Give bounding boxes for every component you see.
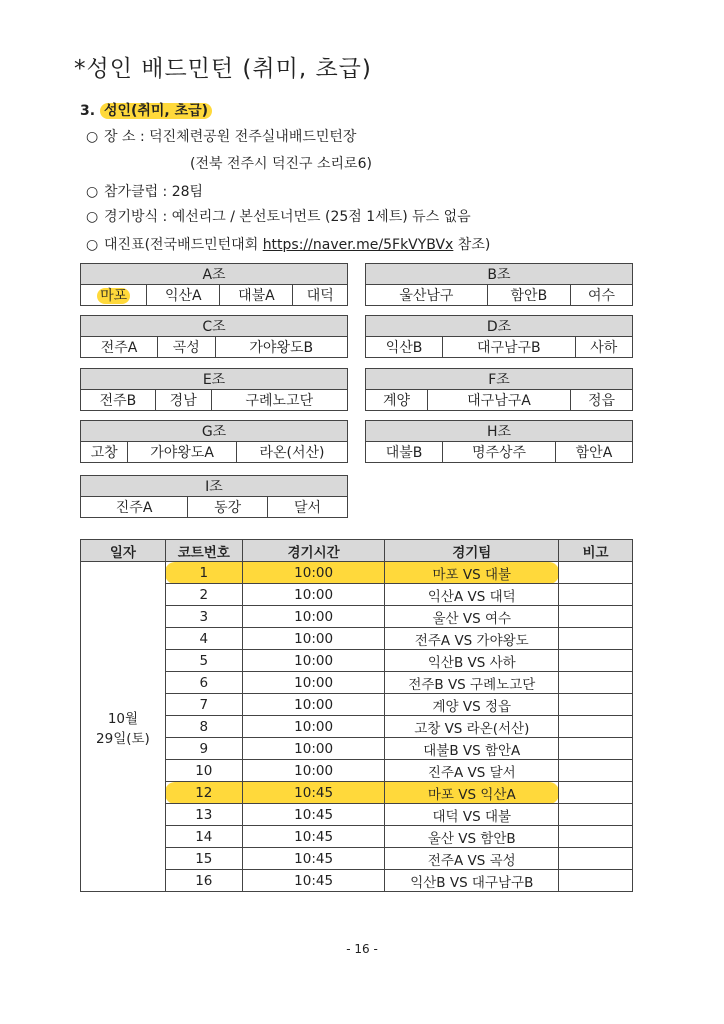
group-team: 대구남구A (467, 393, 531, 409)
match-teams: 대불B VS 함안A (385, 738, 559, 760)
match-teams: 울산 VS 여수 (385, 606, 559, 628)
group-team: 고창 (90, 445, 118, 461)
date-month: 10월 (107, 710, 139, 727)
group-header-row (81, 316, 348, 337)
date-day: 29일(토) (96, 730, 150, 747)
group-table-4 (80, 368, 348, 411)
group-table-2 (80, 315, 348, 358)
info-value: (전북 전주시 덕진구 소리로6) (190, 156, 372, 172)
group-header-row (366, 369, 633, 390)
group-table-8 (80, 475, 348, 518)
group-table-6 (80, 420, 348, 463)
info-label: 참가클럽 : (104, 184, 168, 200)
group-team: 울산남구 (399, 288, 454, 304)
group-teams-row (81, 497, 348, 518)
group-team-cell (81, 285, 147, 306)
group-table-0 (80, 263, 348, 306)
match-time: 10:00 (242, 562, 385, 584)
group-team-cell (147, 285, 220, 306)
group-team: 함안A (575, 445, 613, 461)
group-team: 가야왕도B (249, 340, 314, 356)
group-team-cell (443, 442, 556, 463)
circle-bullet-icon: ○ (86, 209, 99, 225)
group-table-5 (365, 368, 633, 411)
schedule-row (81, 562, 633, 584)
match-time: 10:00 (242, 672, 385, 694)
match-time: 10:00 (242, 606, 385, 628)
group-team: 경남 (169, 393, 197, 409)
info-line (86, 183, 203, 201)
group-team: 계양 (382, 393, 411, 409)
court-number: 7 (165, 694, 242, 716)
group-team-cell (81, 337, 158, 358)
group-team-cell (188, 497, 268, 518)
group-teams-row (366, 337, 633, 358)
match-note (559, 804, 633, 826)
info-line (190, 155, 372, 173)
group-name: B조 (366, 264, 633, 285)
court-number: 3 (165, 606, 242, 628)
court-number: 8 (165, 716, 242, 738)
match-note (559, 606, 633, 628)
info-value: 28팀 (171, 184, 204, 200)
match-teams: 계양 VS 정읍 (385, 694, 559, 716)
page-number: - 16 - (346, 942, 378, 956)
match-teams: 익산B VS 대구남구B (385, 870, 559, 892)
schedule-header-row (81, 540, 633, 562)
match-teams: 전주A VS 가야왕도 (385, 628, 559, 650)
group-team-cell (81, 442, 128, 463)
group-team-cell (366, 390, 428, 411)
group-team: 대덕 (306, 288, 334, 304)
court-number: 9 (165, 738, 242, 760)
info-value: 예선리그 / 본선토너먼트 (25점 1세트) 듀스 없음 (171, 209, 471, 225)
group-header-row (366, 264, 633, 285)
group-team-cell (155, 390, 211, 411)
group-header-row (81, 369, 348, 390)
group-teams-row (81, 390, 348, 411)
match-note (559, 826, 633, 848)
group-table-3 (365, 315, 633, 358)
circle-bullet-icon: ○ (86, 184, 99, 200)
match-note (559, 584, 633, 606)
group-teams-row (81, 442, 348, 463)
group-team-cell (211, 390, 347, 411)
court-number: 16 (165, 870, 242, 892)
group-team-cell (215, 337, 347, 358)
group-header-row (366, 421, 633, 442)
match-note (559, 716, 633, 738)
match-teams: 마포 VS 익산A (385, 782, 559, 804)
court-number: 15 (165, 848, 242, 870)
match-time: 10:00 (242, 628, 385, 650)
match-time: 10:00 (242, 716, 385, 738)
group-table-7 (365, 420, 633, 463)
group-team-cell (293, 285, 348, 306)
schedule-date (81, 562, 166, 892)
info-line (86, 236, 490, 254)
group-team-cell (81, 390, 156, 411)
info-label: 대진표(전국배드민턴대회 (104, 237, 259, 253)
group-team-cell (268, 497, 348, 518)
court-number: 2 (165, 584, 242, 606)
match-teams: 대덕 VS 대불 (385, 804, 559, 826)
group-team: 대불A (238, 288, 275, 304)
info-label: 장 소 : (104, 129, 145, 145)
court-number: 6 (165, 672, 242, 694)
group-team: 동강 (214, 500, 242, 516)
match-time: 10:45 (242, 826, 385, 848)
match-time: 10:00 (242, 650, 385, 672)
group-team-cell (366, 337, 443, 358)
group-team-cell (570, 285, 632, 306)
group-header-row (366, 316, 633, 337)
group-teams-row (366, 390, 633, 411)
group-teams-row (366, 442, 633, 463)
match-note (559, 870, 633, 892)
group-team: 명주상주 (471, 445, 527, 461)
page-title: *성인 배드민턴 (취미, 초급) (74, 56, 372, 82)
group-team-cell (555, 442, 632, 463)
court-number: 14 (165, 826, 242, 848)
court-number: 1 (165, 562, 242, 584)
naver-link[interactable]: https://naver.me/5FkVYBVx (262, 237, 454, 253)
match-note (559, 562, 633, 584)
group-teams-row (81, 285, 348, 306)
group-team: 익산B (385, 340, 423, 356)
match-teams: 마포 VS 대불 (385, 562, 559, 584)
court-number: 5 (165, 650, 242, 672)
section-label: 성인(취미, 초급) (100, 103, 212, 119)
group-team: 사하 (590, 340, 618, 356)
court-number: 13 (165, 804, 242, 826)
group-team-cell (220, 285, 293, 306)
match-time: 10:45 (242, 782, 385, 804)
match-time: 10:00 (242, 738, 385, 760)
group-team: 라온(서산) (259, 445, 325, 461)
group-team: 마포 (97, 288, 130, 304)
group-team: 익산A (164, 288, 202, 304)
group-team: 정읍 (587, 393, 616, 409)
header-match: 경기팀 (385, 540, 559, 562)
group-name: F조 (366, 369, 633, 390)
group-name: D조 (366, 316, 633, 337)
group-team: 가야왕도A (150, 445, 214, 461)
group-name: I조 (81, 476, 348, 497)
group-team: 대구남구B (476, 340, 541, 356)
match-time: 10:00 (242, 694, 385, 716)
match-time: 10:45 (242, 804, 385, 826)
info-line (86, 208, 471, 226)
group-team: 달서 (294, 500, 322, 516)
header-date: 일자 (81, 540, 166, 562)
header-note: 비고 (559, 540, 633, 562)
group-team-cell (443, 337, 575, 358)
match-time: 10:45 (242, 848, 385, 870)
match-teams: 고창 VS 라온(서산) (385, 716, 559, 738)
info-value: 덕진체련공원 전주실내배드민턴장 (149, 129, 357, 145)
group-team-cell (366, 285, 488, 306)
group-table-1 (365, 263, 633, 306)
group-header-row (81, 421, 348, 442)
group-name: G조 (81, 421, 348, 442)
group-team: 곡성 (172, 340, 200, 356)
section-number: 3. (80, 103, 96, 119)
match-teams: 전주A VS 곡성 (385, 848, 559, 870)
match-note (559, 650, 633, 672)
match-teams: 진주A VS 달서 (385, 760, 559, 782)
group-header-row (81, 476, 348, 497)
group-team: 여수 (587, 288, 616, 304)
group-team: 대불B (385, 445, 423, 461)
group-team-cell (575, 337, 632, 358)
group-team-cell (128, 442, 237, 463)
schedule-table (80, 539, 633, 892)
group-team-cell (236, 442, 347, 463)
group-team-cell (487, 285, 570, 306)
section-heading (80, 100, 212, 120)
match-teams: 울산 VS 함안B (385, 826, 559, 848)
match-note (559, 694, 633, 716)
circle-bullet-icon: ○ (86, 129, 99, 145)
match-teams: 익산B VS 사하 (385, 650, 559, 672)
group-team: 구례노고단 (245, 393, 314, 409)
match-teams: 전주B VS 구례노고단 (385, 672, 559, 694)
info-label: 경기방식 : (104, 209, 168, 225)
group-name: A조 (81, 264, 348, 285)
group-name: H조 (366, 421, 633, 442)
group-team-cell (81, 497, 188, 518)
group-teams-row (81, 337, 348, 358)
group-name: E조 (81, 369, 348, 390)
group-team: 전주A (100, 340, 138, 356)
header-court: 코트번호 (165, 540, 242, 562)
group-team: 함안B (510, 288, 548, 304)
match-note (559, 760, 633, 782)
group-teams-row (366, 285, 633, 306)
court-number: 12 (165, 782, 242, 804)
group-team-cell (570, 390, 632, 411)
match-teams: 익산A VS 대덕 (385, 584, 559, 606)
group-name: C조 (81, 316, 348, 337)
group-header-row (81, 264, 348, 285)
group-team: 진주A (115, 500, 153, 516)
match-note (559, 738, 633, 760)
match-note (559, 672, 633, 694)
group-team-cell (428, 390, 571, 411)
match-time: 10:45 (242, 870, 385, 892)
court-number: 4 (165, 628, 242, 650)
group-team-cell (366, 442, 443, 463)
info-suffix: 참조) (457, 237, 491, 253)
court-number: 10 (165, 760, 242, 782)
match-time: 10:00 (242, 760, 385, 782)
group-team-cell (158, 337, 215, 358)
circle-bullet-icon: ○ (86, 237, 99, 253)
group-team: 전주B (99, 393, 137, 409)
info-line (86, 128, 356, 146)
match-note (559, 782, 633, 804)
match-time: 10:00 (242, 584, 385, 606)
header-time: 경기시간 (242, 540, 385, 562)
match-note (559, 628, 633, 650)
match-note (559, 848, 633, 870)
